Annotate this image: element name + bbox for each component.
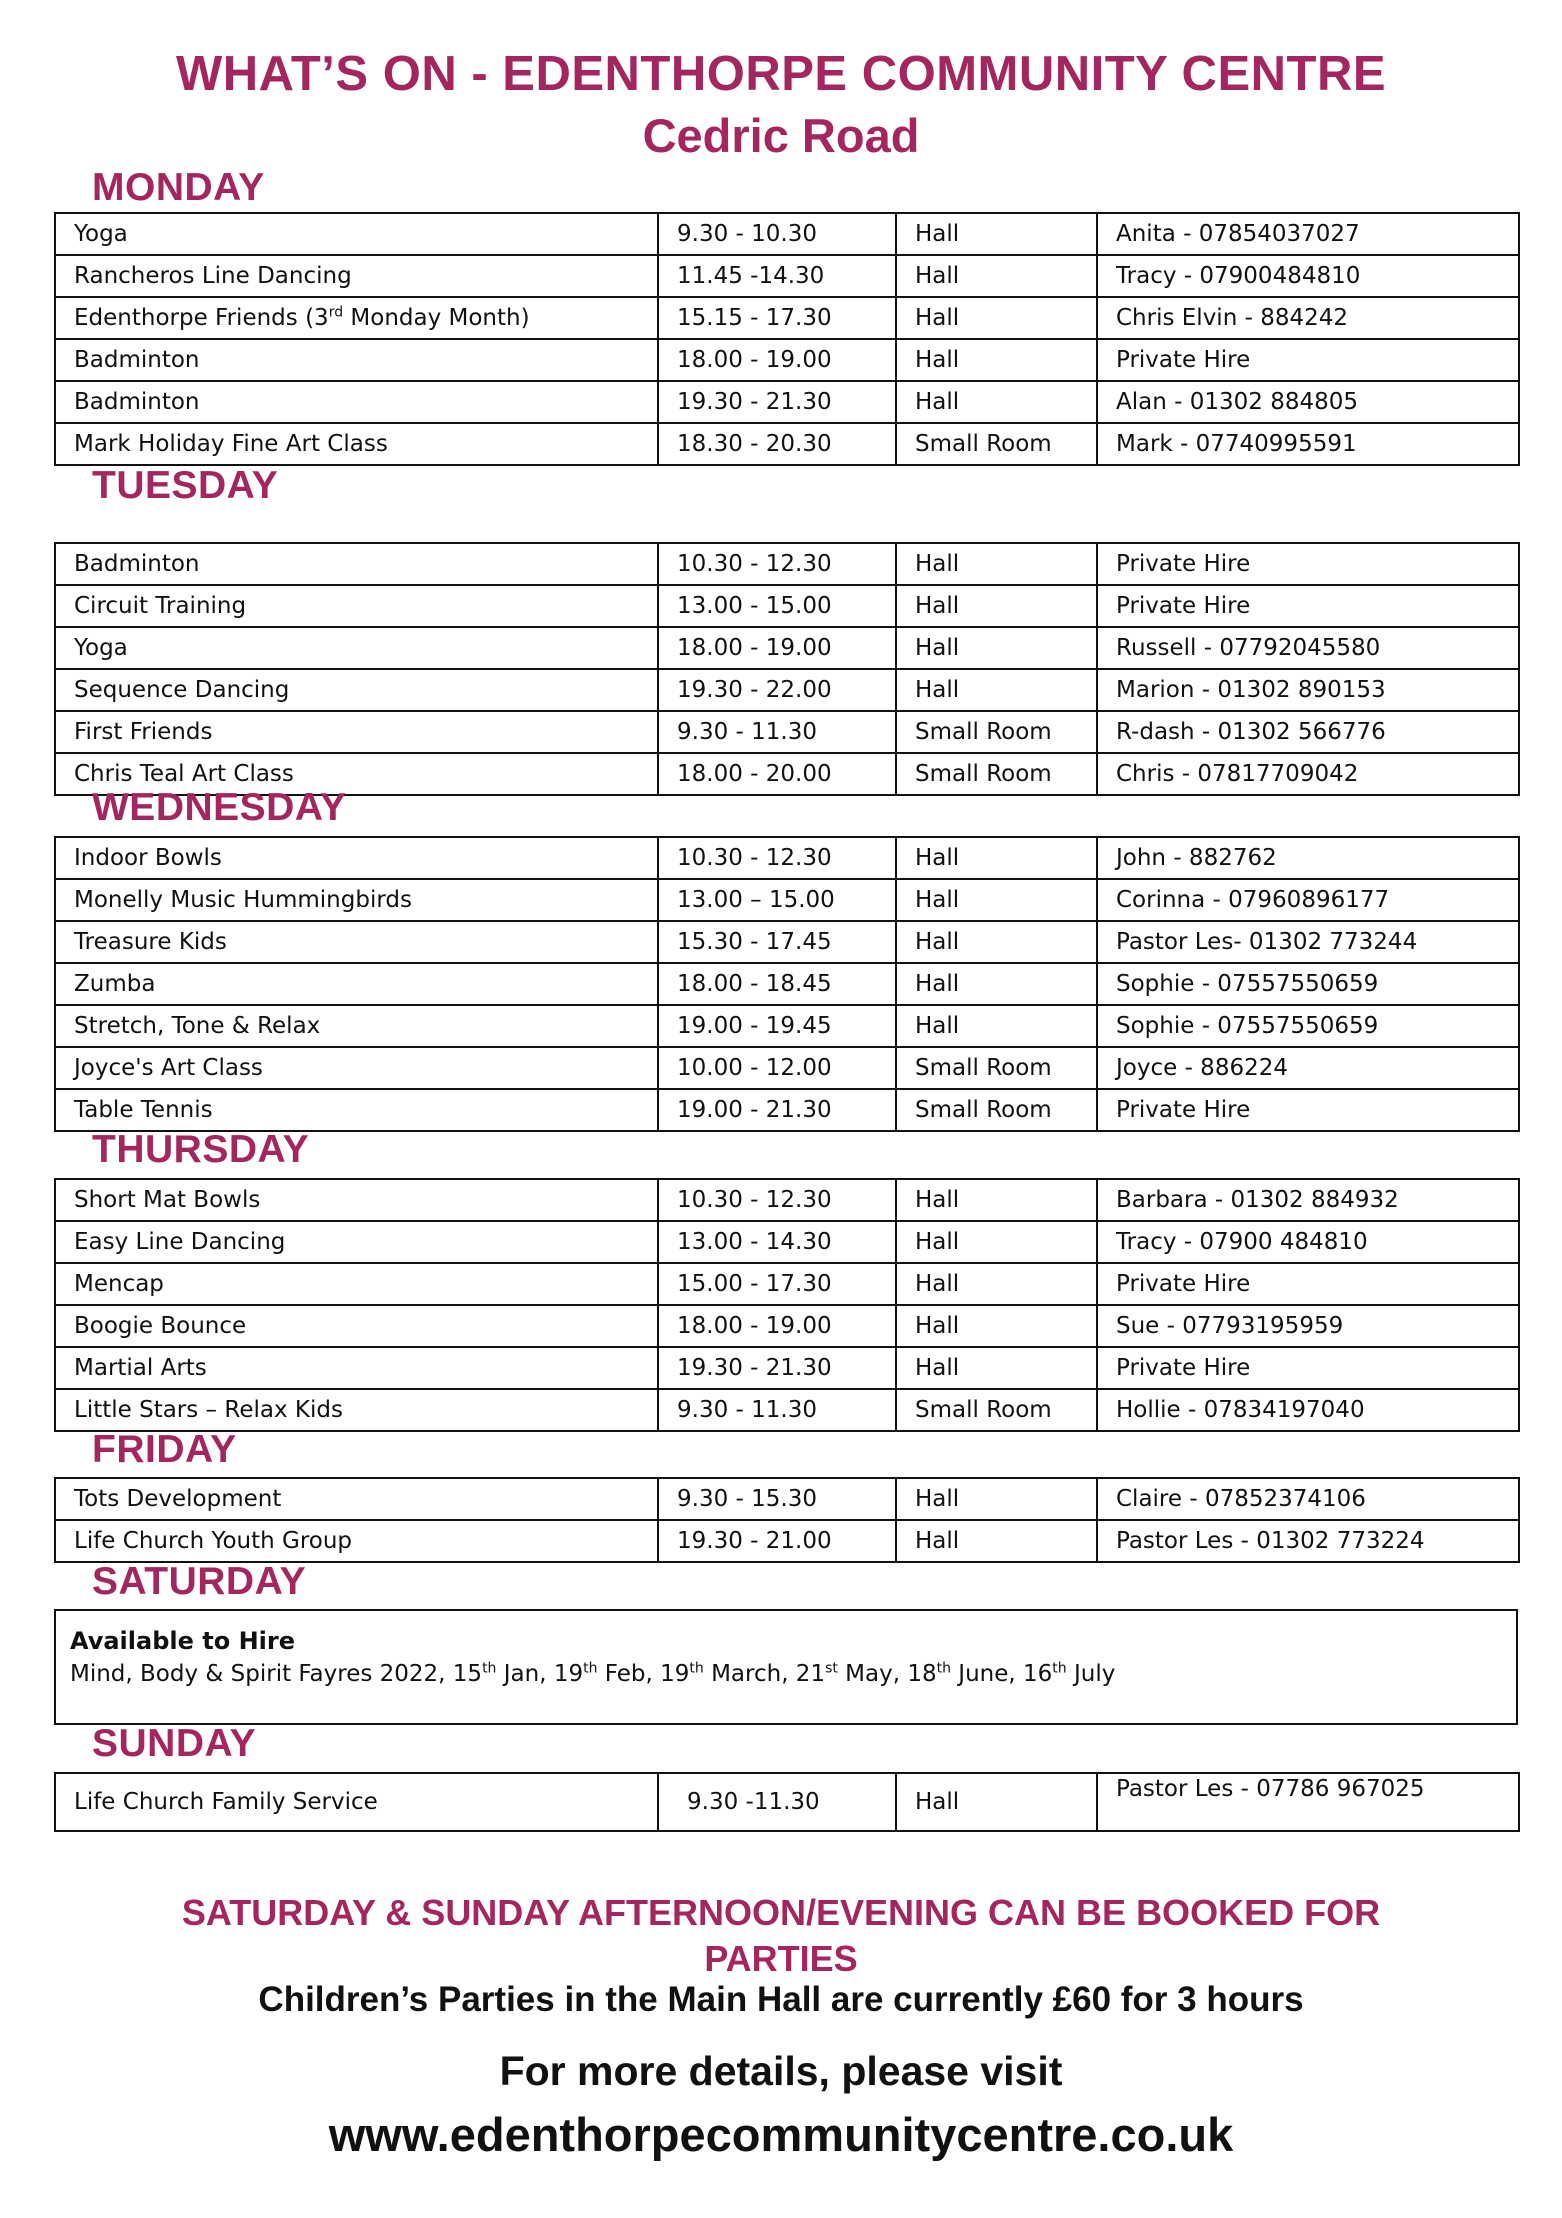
- table-row: [55, 1347, 1519, 1389]
- cell-activity: Indoor Bowls: [55, 837, 658, 879]
- cell-room: Hall: [896, 381, 1097, 423]
- cell-room: Small Room: [896, 1389, 1097, 1431]
- cell-time: 18.00 - 19.00: [658, 339, 896, 381]
- cell-time: 19.00 - 21.30: [658, 1089, 896, 1131]
- day-heading-monday: MONDAY: [92, 166, 265, 209]
- booking-line-1: SATURDAY & SUNDAY AFTERNOON/EVENING CAN BE BOOKED FOR: [181, 1892, 1381, 1933]
- schedule-table-monday: [54, 212, 1520, 466]
- table-row: [55, 669, 1519, 711]
- cell-contact: Chris - 07817709042: [1097, 753, 1519, 795]
- table-row: [55, 1047, 1519, 1089]
- ordinal-suffix: st: [825, 1660, 838, 1677]
- cell-activity: Easy Line Dancing: [55, 1221, 658, 1263]
- schedule-table-friday: [54, 1477, 1520, 1563]
- table-row: [55, 879, 1519, 921]
- cell-activity: Yoga: [55, 213, 658, 255]
- cell-time: 19.30 - 22.00: [658, 669, 896, 711]
- schedule-table-wednesday: [54, 836, 1520, 1132]
- table-row: [55, 1179, 1519, 1221]
- table-row: [55, 1089, 1519, 1131]
- cell-room: Hall: [896, 963, 1097, 1005]
- cell-activity: First Friends: [55, 711, 658, 753]
- fayre-text-part: June, 16: [951, 1661, 1053, 1687]
- cell-activity: Badminton: [55, 339, 658, 381]
- cell-contact: Barbara - 01302 884932: [1097, 1179, 1519, 1221]
- table-row: [55, 213, 1519, 255]
- cell-room: Small Room: [896, 753, 1097, 795]
- table-row: [55, 543, 1519, 585]
- cell-contact: Private Hire: [1097, 543, 1519, 585]
- page-subtitle: Cedric Road: [642, 109, 920, 162]
- table-row: [55, 297, 1519, 339]
- ordinal-suffix: th: [936, 1660, 951, 1677]
- cell-contact: Private Hire: [1097, 1347, 1519, 1389]
- day-heading-saturday: SATURDAY: [92, 1560, 307, 1603]
- cell-time: 11.45 -14.30: [658, 255, 896, 297]
- cell-room: Hall: [896, 543, 1097, 585]
- cell-contact: Claire - 07852374106: [1097, 1478, 1519, 1520]
- cell-activity: Life Church Youth Group: [55, 1520, 658, 1562]
- day-heading-thursday: THURSDAY: [92, 1128, 310, 1171]
- cell-room: Small Room: [896, 1047, 1097, 1089]
- cell-time: 10.30 - 12.30: [658, 543, 896, 585]
- table-row: [55, 585, 1519, 627]
- cell-time: 13.00 - 14.30: [658, 1221, 896, 1263]
- cell-room: Hall: [896, 585, 1097, 627]
- cell-contact: Private Hire: [1097, 585, 1519, 627]
- cell-room: Hall: [896, 1005, 1097, 1047]
- cell-contact: Marion - 01302 890153: [1097, 669, 1519, 711]
- cell-room: Hall: [896, 1179, 1097, 1221]
- fayre-text-part: Jan, 19: [496, 1661, 584, 1687]
- cell-room: Hall: [896, 627, 1097, 669]
- cell-room: Hall: [896, 1520, 1097, 1562]
- cell-activity: Tots Development: [55, 1478, 658, 1520]
- cell-activity: Sequence Dancing: [55, 669, 658, 711]
- cell-room: Small Room: [896, 423, 1097, 465]
- cell-time: 9.30 - 11.30: [658, 1389, 896, 1431]
- table-row: [55, 627, 1519, 669]
- saturday-heading: Available to Hire: [70, 1627, 295, 1655]
- day-heading-wednesday: WEDNESDAY: [92, 786, 347, 829]
- cell-contact: R-dash - 01302 566776: [1097, 711, 1519, 753]
- cell-activity: Edenthorpe Friends (3rd Monday Month): [55, 297, 658, 339]
- fayre-text-part: March, 21: [703, 1661, 826, 1687]
- day-heading-sunday: SUNDAY: [92, 1722, 257, 1765]
- cell-activity: Badminton: [55, 381, 658, 423]
- cell-contact: Sophie - 07557550659: [1097, 963, 1519, 1005]
- cell-time: 9.30 - 10.30: [658, 213, 896, 255]
- cell-time: 18.00 - 18.45: [658, 963, 896, 1005]
- schedule-table-tuesday: [54, 542, 1520, 796]
- table-row: [55, 711, 1519, 753]
- cell-contact: Private Hire: [1097, 1263, 1519, 1305]
- schedule-table-thursday: [54, 1178, 1520, 1432]
- cell-room: Hall: [896, 297, 1097, 339]
- table-row: [55, 963, 1519, 1005]
- cell-activity: Short Mat Bowls: [55, 1179, 658, 1221]
- cell-time: 13.00 - 15.00: [658, 585, 896, 627]
- cell-time: 10.30 - 12.30: [658, 837, 896, 879]
- schedule-table-sunday: [54, 1772, 1520, 1832]
- cell-room: Hall: [896, 1773, 1097, 1831]
- cell-time: 15.00 - 17.30: [658, 1263, 896, 1305]
- cell-room: Hall: [896, 1478, 1097, 1520]
- table-row: [55, 1005, 1519, 1047]
- booking-notice: [0, 1890, 1562, 1982]
- cell-contact: Joyce - 886224: [1097, 1047, 1519, 1089]
- cell-room: Hall: [896, 1263, 1097, 1305]
- ordinal-suffix: th: [1052, 1660, 1067, 1677]
- day-heading-tuesday: TUESDAY: [92, 464, 279, 507]
- cell-activity: Mark Holiday Fine Art Class: [55, 423, 658, 465]
- cell-contact: John - 882762: [1097, 837, 1519, 879]
- cell-contact: Tracy - 07900 484810: [1097, 1221, 1519, 1263]
- cell-room: Hall: [896, 1347, 1097, 1389]
- cell-time: 18.30 - 20.30: [658, 423, 896, 465]
- cell-contact: Hollie - 07834197040: [1097, 1389, 1519, 1431]
- cell-activity: Table Tennis: [55, 1089, 658, 1131]
- cell-contact: Russell - 07792045580: [1097, 627, 1519, 669]
- cell-activity: Martial Arts: [55, 1347, 658, 1389]
- cell-contact: Pastor Les - 07786 967025: [1097, 1773, 1519, 1831]
- table-row: [55, 1263, 1519, 1305]
- cell-room: Hall: [896, 1221, 1097, 1263]
- cell-contact: Sophie - 07557550659: [1097, 1005, 1519, 1047]
- cell-activity: Zumba: [55, 963, 658, 1005]
- cell-room: Hall: [896, 921, 1097, 963]
- table-row: [55, 837, 1519, 879]
- cell-time: 19.00 - 19.45: [658, 1005, 896, 1047]
- cell-room: Hall: [896, 255, 1097, 297]
- cell-contact: Mark - 07740995591: [1097, 423, 1519, 465]
- cell-time: 10.00 - 12.00: [658, 1047, 896, 1089]
- cell-time: 19.30 - 21.30: [658, 381, 896, 423]
- table-row: [55, 423, 1519, 465]
- table-row: [55, 1478, 1519, 1520]
- table-row: [55, 1221, 1519, 1263]
- saturday-box: [54, 1609, 1518, 1725]
- cell-activity: Joyce's Art Class: [55, 1047, 658, 1089]
- friends-suffix: Monday Month): [343, 305, 530, 331]
- cell-time: 18.00 - 19.00: [658, 627, 896, 669]
- cell-room: Small Room: [896, 711, 1097, 753]
- table-row: [55, 1773, 1519, 1831]
- cell-activity: Mencap: [55, 1263, 658, 1305]
- cell-time: 10.30 - 12.30: [658, 1179, 896, 1221]
- saturday-fayres-text: [70, 1661, 1115, 1687]
- ordinal-suffix: rd: [328, 304, 344, 321]
- day-heading-friday: FRIDAY: [92, 1428, 237, 1471]
- table-row: [55, 1520, 1519, 1562]
- cell-time: 19.30 - 21.00: [658, 1520, 896, 1562]
- cell-room: Hall: [896, 837, 1097, 879]
- cell-contact: Anita - 07854037027: [1097, 213, 1519, 255]
- page-title: WHAT’S ON - EDENTHORPE COMMUNITY CENTRE: [175, 47, 1387, 101]
- cell-contact: Chris Elvin - 884242: [1097, 297, 1519, 339]
- ordinal-suffix: th: [583, 1660, 598, 1677]
- fayre-text-part: Feb, 19: [597, 1661, 690, 1687]
- cell-time: 15.30 - 17.45: [658, 921, 896, 963]
- table-row: [55, 255, 1519, 297]
- party-price: Children’s Parties in the Main Hall are currently £60 for 3 hours: [258, 1980, 1304, 2019]
- fayre-text-part: May, 18: [837, 1661, 937, 1687]
- cell-activity: Badminton: [55, 543, 658, 585]
- more-details: For more details, please visit: [499, 2048, 1063, 2094]
- cell-contact: Pastor Les- 01302 773244: [1097, 921, 1519, 963]
- cell-time: 9.30 - 11.30: [658, 711, 896, 753]
- cell-activity: Boogie Bounce: [55, 1305, 658, 1347]
- table-row: [55, 921, 1519, 963]
- cell-contact: Pastor Les - 01302 773224: [1097, 1520, 1519, 1562]
- cell-contact: Alan - 01302 884805: [1097, 381, 1519, 423]
- cell-contact: Private Hire: [1097, 1089, 1519, 1131]
- cell-room: Hall: [896, 1305, 1097, 1347]
- cell-time: 18.00 - 19.00: [658, 1305, 896, 1347]
- cell-time: 15.15 - 17.30: [658, 297, 896, 339]
- cell-room: Hall: [896, 669, 1097, 711]
- table-row: [55, 381, 1519, 423]
- cell-room: Hall: [896, 213, 1097, 255]
- cell-activity: Life Church Family Service: [55, 1773, 658, 1831]
- cell-activity: Little Stars – Relax Kids: [55, 1389, 658, 1431]
- fayre-text-part: Mind, Body & Spirit Fayres 2022, 15: [70, 1661, 483, 1687]
- cell-time: 13.00 – 15.00: [658, 879, 896, 921]
- ordinal-suffix: th: [482, 1660, 497, 1677]
- cell-room: Hall: [896, 879, 1097, 921]
- cell-activity: Treasure Kids: [55, 921, 658, 963]
- website-link[interactable]: www.edenthorpecommunitycentre.co.uk: [328, 2108, 1234, 2161]
- cell-activity: Monelly Music Hummingbirds: [55, 879, 658, 921]
- fayre-text-part: July: [1066, 1661, 1116, 1687]
- cell-time: 9.30 -11.30: [658, 1773, 896, 1831]
- booking-line-2: PARTIES: [704, 1938, 858, 1979]
- cell-room: Small Room: [896, 1089, 1097, 1131]
- cell-contact: Corinna - 07960896177: [1097, 879, 1519, 921]
- cell-contact: Sue - 07793195959: [1097, 1305, 1519, 1347]
- cell-contact: Tracy - 07900484810: [1097, 255, 1519, 297]
- table-row: [55, 1305, 1519, 1347]
- ordinal-suffix: th: [689, 1660, 704, 1677]
- table-row: [55, 1389, 1519, 1431]
- table-row: [55, 339, 1519, 381]
- cell-time: 18.00 - 20.00: [658, 753, 896, 795]
- cell-activity: Stretch, Tone & Relax: [55, 1005, 658, 1047]
- cell-activity: Chris Teal Art Class: [55, 753, 658, 795]
- cell-activity: Rancheros Line Dancing: [55, 255, 658, 297]
- cell-activity: Yoga: [55, 627, 658, 669]
- cell-contact: Private Hire: [1097, 339, 1519, 381]
- cell-time: 9.30 - 15.30: [658, 1478, 896, 1520]
- cell-room: Hall: [896, 339, 1097, 381]
- cell-activity: Circuit Training: [55, 585, 658, 627]
- cell-time: 19.30 - 21.30: [658, 1347, 896, 1389]
